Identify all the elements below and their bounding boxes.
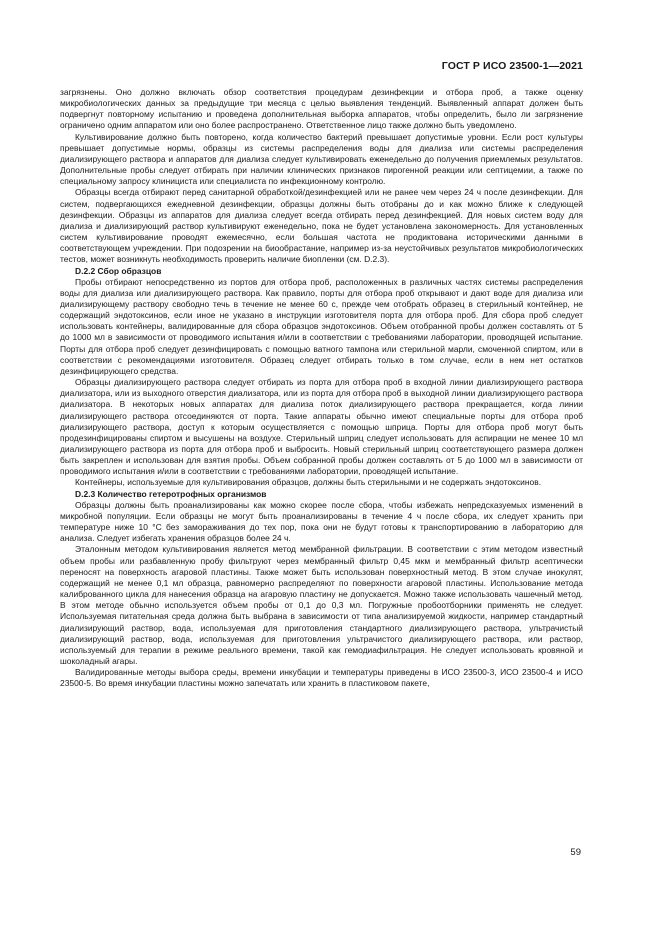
paragraph: Эталонным методом культивирования является метод мембранной фильтрации. В соответствии с этим методом известный объем пробы или разбавленную пробу фильтруют через мембранный фильтр 0,45 мкм и мембранный фильтр асептически переносят на поверхность агаровой пластины. Также может быть использован поверхностный метод. В этом случае инокулят, содержащий не менее 0,1 мл образца, равномерно распределяют по поверхности агаровой пластины. Использование метода калиброванного цикла для нанесения образца на агаровую пластину не допускается. Можно также использовать чашечный метод. В этом методе обычно используется объем пробы от 0,1 до 0,3 мл. Погружные пробоотборники применять не следует. Используемая питательная среда должна быть выбрана в зависимости от типа анализируемой жидкости, например стандартный диализирующий раствор, вода, используемая для приготовления стандартного диализирующего раствора, ультрачистый диализирующий раствор, вода, используемая для приготовления ультрачистого диализирующего раствора, или раствор, используемый для терапии в режиме реального времени, такой как гемодиафильтрация. Не следует использовать кровяной и шоколадный агары. [60,544,583,666]
document-code-header: ГОСТ Р ИСО 23500-1—2021 [441,60,583,72]
paragraph: Контейнеры, используемые для культивирования образцов, должны быть стерильными и не содержать эндотоксинов. [75,477,542,488]
paragraph: загрязнены. Оно должно включать обзор соответствия процедурам дезинфекции и отбора проб, а также оценку микробиологических данных за предыдущие три месяца с целью выявления тенденций. Выявленный аппарат должен быть подвергнут повторному испытанию и проведена дополнительная выборка аппаратов, чтобы определить, было ли загрязнение ограничено одним аппаратом или оно более распространено. Ответственное лицо также должно быть уведомлено. [60,87,583,131]
paragraph: Образцы диализирующего раствора следует отбирать из порта для отбора проб в входной линии диализирующего раствора диализатора, или из выходного отверстия диализатора, или из порта для отбора проб в выходной линии диализирующего раствора диализатора. В некоторых новых аппаратах для диализа поток диализирующего раствора прекращается, когда линии диализирующего раствора отсоединяются от порта. Такие аппараты обычно имеют специальные порты для отбора проб диализирующего раствора, доступ к которым осуществляется с помощью шприца. Порты для отбора проб могут быть продезинфицированы спиртом и высушены на воздухе. Стерильный шприц следует использовать для аспирации не менее 10 мл диализирующего раствора из порта для отбора проб и выбросить. Новый стерильный шприц соответствующего размера должен быть закреплен и использован для взятия пробы. Объем собранной пробы должен составлять от 5 до 1000 мл в зависимости от проводимого испытания и/или в соответствии с требованиями лаборатории, проводящей испытание. [60,377,583,477]
page-number: 59 [570,847,581,858]
document-body [60,87,583,689]
paragraph: Образцы всегда отбирают перед санитарной обработкой/дезинфекцией или не ранее чем через 24 ч после дезинфекции. Для систем, подвергающихся ежедневной дезинфекции, образцы должны быть отобраны до и как можно ближе к следующей дезинфекции. Образцы из аппаратов для диализа следует всегда отбирать перед дезинфекцией. Для новых систем воду для диализа и диализирующий раствор культивируют еженедельно, пока не будет установлена закономерность. Для установленных систем культивирование проводят ежемесячно, если большая частота не продиктована историческими данными в соответствующем учреждении. При подозрении на биообрастание, например из-за неустойчивых результатов микробиологических тестов, может возникнуть необходимость проверить наличие биопленки (см. D.2.3). [60,187,583,265]
paragraph: Культивирование должно быть повторено, когда количество бактерий превышает допустимые уровни. Если рост культуры превышает допустимые нормы, образцы из системы распределения воды для диализа или системы распределения диализирующего раствора и аппаратов для диализа следует культивировать еженедельно до получения приемлемых результатов. Дополнительные пробы следует отбирать при наличии клинических признаков пирогенной реакции или септицемии, а также по специальному запросу клинициста или специалиста по инфекционному контролю. [60,131,583,187]
paragraph: Пробы отбирают непосредственно из портов для отбора проб, расположенных в различных частях системы распределения воды для диализа или диализирующего раствора. Как правило, порты для отбора проб открывают и дают воде для диализа или диализирующему раствору свободно течь в течение не менее 60 с, прежде чем отобрать образец в стерильный контейнер, не содержащий эндотоксинов, если иное не указано в инструкции изготовителя порта для отбора проб. Для сбора проб следует использовать контейнеры, валидированные для сбора образцов эндотоксинов. Объем отобранной пробы должен составлять от 5 до 1000 мл в зависимости от проводимого испытания и/или в соответствии с требованиями лаборатории, проводящей испытание. Порты для отбора проб следует дезинфицировать с помощью ватного тампона или стерильной марли, смоченной спиртом, или в соответствии с рекомендациями изготовителя. Образец следует отбирать только в том случае, если в нем нет остатков дезинфицирующего средства. [60,276,583,376]
section-heading: D.2.3 Количество гетеротрофных организмов [75,488,267,499]
section-heading: D.2.2 Сбор образцов [75,265,162,276]
paragraph: Валидированные методы выбора среды, времени инкубации и температуры приведены в ИСО 23500-3, ИСО 23500-4 и ИСО 23500-5. Во время инкубации пластины можно запечатать или хранить в пластиковом пакете, [60,667,583,689]
paragraph: Образцы должны быть проанализированы как можно скорее после сбора, чтобы избежать непредсказуемых изменений в микробной популяции. Если образцы не могут быть проанализированы в течение 4 ч после сбора, их следует хранить при температуре ниже 10 °C без замораживания до тех пор, пока они не будут готовы к транспортированию в лабораторию для анализа. Следует избегать хранения образцов более 24 ч. [60,499,583,544]
